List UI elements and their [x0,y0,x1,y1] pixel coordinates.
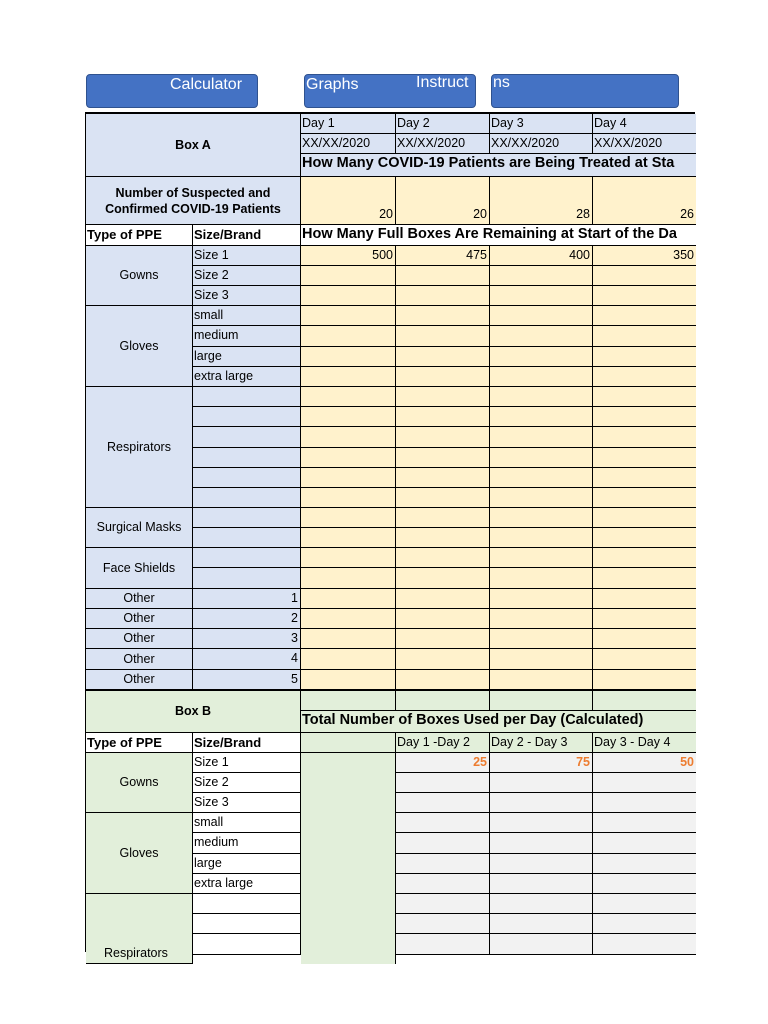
box-b-respirator-brand-2 [193,914,301,934]
box-a-entry-cell[interactable] [593,367,696,387]
box-a-entry-cell[interactable] [490,568,593,589]
box-b-day1-column [301,753,396,964]
box-b-calculated-cell [490,934,593,955]
other-label-2: Other [86,609,193,629]
box-b-blank-header [301,733,396,753]
instructions-button[interactable] [491,74,679,108]
box-a-entry-cell[interactable] [396,609,490,629]
box-b-respirators-label: Respirators [86,894,193,964]
size-brand-header: Size/Brand [193,225,301,246]
day-3-patients[interactable]: 28 [490,177,593,225]
day-1-label: Day 1 [301,114,396,134]
box-a-entry-cell[interactable] [490,609,593,629]
box-a-title: Box A [86,114,301,177]
box-b-calculated-cell [396,773,490,793]
box-a-entry-cell[interactable] [490,367,593,387]
box-a-entry-cell[interactable] [301,347,396,367]
day-2-date[interactable]: XX/XX/2020 [396,134,490,154]
box-a-entry-cell[interactable] [593,568,696,589]
glove-size-extra-large[interactable]: extra large [193,367,301,387]
graphs-button-label: Graphs [306,76,359,93]
boxes-remaining-header: How Many Full Boxes Are Remaining at Start of the Da [301,225,696,246]
day-3-label: Day 3 [490,114,593,134]
other-number-4[interactable]: 4 [193,649,301,670]
box-b-calculated-cell [490,773,593,793]
box-a-entry-cell[interactable] [593,528,696,548]
day-4-patients[interactable]: 26 [593,177,696,225]
box-b-calculated-cell [490,793,593,813]
box-b-respirator-brand-1 [193,894,301,914]
used-gown-size-1-day3-day4: 50 [593,753,696,773]
gown-size-1-day-3[interactable]: 400 [490,246,593,266]
box-a-entry-cell[interactable] [301,528,396,548]
box-a-entry-cell[interactable] [593,266,696,286]
box-a-entry-cell[interactable] [490,548,593,568]
surgical-mask-brand-2[interactable] [193,528,301,548]
box-a-entry-cell[interactable] [301,306,396,326]
face-shields-label: Face Shields [86,548,193,589]
box-a-entry-cell[interactable] [396,326,490,347]
other-label-4: Other [86,649,193,670]
box-a-entry-cell[interactable] [490,508,593,528]
glove-size-large[interactable]: large [193,347,301,367]
box-b-calculated-cell [396,813,490,833]
box-a-entry-cell[interactable] [593,468,696,488]
box-a-entry-cell[interactable] [593,629,696,649]
box-b-calculated-cell [396,914,490,934]
box-a-entry-cell[interactable] [593,488,696,508]
box-b-calculated-cell [593,934,696,955]
box-a-entry-cell[interactable] [490,306,593,326]
gown-size-2[interactable]: Size 2 [193,266,301,286]
box-b-calculated-cell [396,854,490,874]
box-b-calculated-cell [593,833,696,854]
day-2-patients[interactable]: 20 [396,177,490,225]
box-a-entry-cell[interactable] [593,448,696,468]
respirator-brand-6[interactable] [193,488,301,508]
box-b-calculated-cell [490,874,593,894]
glove-size-small[interactable]: small [193,306,301,326]
box-b-top-cell-3 [490,691,593,711]
box-a-entry-cell[interactable] [490,649,593,670]
surgical-mask-brand-1[interactable] [193,508,301,528]
other-number-5[interactable]: 5 [193,670,301,690]
box-a-entry-cell[interactable] [490,286,593,306]
other-number-3[interactable]: 3 [193,629,301,649]
box-b-calculated-cell [593,813,696,833]
surgical-masks-label: Surgical Masks [86,508,193,548]
box-b-gowns-label: Gowns [86,753,193,813]
box-a-entry-cell[interactable] [490,488,593,508]
box-b-calculated-cell [593,914,696,934]
box-a-entry-cell[interactable] [490,589,593,609]
box-b-calculated-cell [490,894,593,914]
used-gown-size-1-day2-day3: 75 [490,753,593,773]
other-number-2[interactable]: 2 [193,609,301,629]
box-a-entry-cell[interactable] [490,387,593,407]
box-a-entry-cell[interactable] [490,347,593,367]
box-b-type-header: Type of PPE [86,733,193,753]
gloves-label: Gloves [86,306,193,387]
box-b-calculated-cell [490,833,593,854]
box-a-entry-cell[interactable] [396,670,490,690]
box-a-entry-cell[interactable] [593,548,696,568]
respirators-label: Respirators [86,387,193,508]
box-a-entry-cell[interactable] [593,326,696,347]
box-a-entry-cell[interactable] [301,468,396,488]
box-a-entry-cell[interactable] [593,347,696,367]
box-a-entry-cell[interactable] [396,367,490,387]
box-a-entry-cell[interactable] [593,427,696,448]
box-b-respirator-brand-3 [193,934,301,955]
box-a-entry-cell[interactable] [301,266,396,286]
gown-size-3[interactable]: Size 3 [193,286,301,306]
graphs-button[interactable] [304,74,476,108]
box-a-entry-cell[interactable] [301,407,396,427]
box-a-entry-cell[interactable] [593,407,696,427]
box-b-glove-extra-large: extra large [193,874,301,894]
box-a-entry-cell[interactable] [301,629,396,649]
box-a-entry-cell[interactable] [593,670,696,690]
box-a-entry-cell[interactable] [301,649,396,670]
box-a-entry-cell[interactable] [490,427,593,448]
gown-size-1[interactable]: Size 1 [193,246,301,266]
box-b-glove-small: small [193,813,301,833]
box-a-entry-cell[interactable] [593,387,696,407]
box-a-entry-cell[interactable] [490,468,593,488]
face-shield-brand-1[interactable] [193,548,301,568]
other-number-1[interactable]: 1 [193,589,301,609]
box-a-entry-cell[interactable] [301,548,396,568]
box-a-entry-cell[interactable] [301,508,396,528]
range-day3-day4: Day 3 - Day 4 [593,733,696,753]
box-b-calculated-cell [396,793,490,813]
box-b-calculated-cell [593,874,696,894]
box-a-entry-cell[interactable] [301,387,396,407]
box-b-calculated-cell [490,813,593,833]
respirator-brand-5[interactable] [193,468,301,488]
box-a-entry-cell[interactable] [396,548,490,568]
box-a-entry-cell[interactable] [396,427,490,448]
box-b-gown-size-3: Size 3 [193,793,301,813]
range-day2-day3: Day 2 - Day 3 [490,733,593,753]
box-a-entry-cell[interactable] [490,670,593,690]
calculator-button[interactable] [86,74,258,108]
box-b-title: Box B [86,691,301,733]
other-label-5: Other [86,670,193,690]
box-a-entry-cell[interactable] [593,589,696,609]
day-3-date[interactable]: XX/XX/2020 [490,134,593,154]
box-b-calculated-cell [593,854,696,874]
box-a-entry-cell[interactable] [301,670,396,690]
box-a-entry-cell[interactable] [301,286,396,306]
spreadsheet-grid [85,112,695,960]
box-a-entry-cell[interactable] [396,306,490,326]
box-a-entry-cell[interactable] [396,649,490,670]
box-a-entry-cell[interactable] [490,407,593,427]
instructions-label-part2: ns [493,74,510,91]
box-b-calculated-cell [396,833,490,854]
type-of-ppe-header: Type of PPE [86,225,193,246]
box-b-gloves-label: Gloves [86,813,193,894]
box-a-entry-cell[interactable] [396,266,490,286]
box-b-calculated-cell [593,793,696,813]
box-a-entry-cell[interactable] [593,649,696,670]
box-b-calculated-cell [396,934,490,955]
box-a-entry-cell[interactable] [301,568,396,589]
box-a-entry-cell[interactable] [396,488,490,508]
box-a-entry-cell[interactable] [301,448,396,468]
box-a-entry-cell[interactable] [396,347,490,367]
box-a-entry-cell[interactable] [396,387,490,407]
day-4-date[interactable]: XX/XX/2020 [593,134,696,154]
gowns-label: Gowns [86,246,193,306]
box-b-top-cell-4 [593,691,696,711]
box-a-entry-cell[interactable] [301,367,396,387]
box-b-calculated-cell [490,854,593,874]
gown-size-1-day-4[interactable]: 350 [593,246,696,266]
box-b-calculated-cell [593,773,696,793]
respirator-brand-4[interactable] [193,448,301,468]
box-a-entry-cell[interactable] [490,629,593,649]
respirator-brand-3[interactable] [193,427,301,448]
day-4-label: Day 4 [593,114,696,134]
box-a-entry-cell[interactable] [396,629,490,649]
gown-size-1-day-1[interactable]: 500 [301,246,396,266]
box-a-entry-cell[interactable] [301,488,396,508]
respirator-brand-2[interactable] [193,407,301,427]
other-label-1: Other [86,589,193,609]
box-a-entry-cell[interactable] [593,286,696,306]
box-a-entry-cell[interactable] [396,568,490,589]
box-a-entry-cell[interactable] [490,528,593,548]
box-b-glove-large: large [193,854,301,874]
box-b-calculated-cell [396,874,490,894]
box-b-gown-size-2: Size 2 [193,773,301,793]
box-a-entry-cell[interactable] [490,326,593,347]
box-a-entry-cell[interactable] [396,508,490,528]
face-shield-brand-2[interactable] [193,568,301,589]
range-day1-day2: Day 1 -Day 2 [396,733,490,753]
box-a-entry-cell[interactable] [396,589,490,609]
box-b-size-header: Size/Brand [193,733,301,753]
box-a-entry-cell[interactable] [593,306,696,326]
box-a-entry-cell[interactable] [301,427,396,448]
day-1-patients[interactable]: 20 [301,177,396,225]
box-a-entry-cell[interactable] [396,286,490,306]
box-a-entry-cell[interactable] [396,407,490,427]
box-a-entry-cell[interactable] [301,589,396,609]
box-a-entry-cell[interactable] [301,609,396,629]
box-a-entry-cell[interactable] [490,448,593,468]
day-1-date[interactable]: XX/XX/2020 [301,134,396,154]
instructions-label-part1: Instruct [416,74,469,91]
box-a-entry-cell[interactable] [593,609,696,629]
patients-label: Number of Suspected and Confirmed COVID-19 Patients [86,177,301,225]
respirator-brand-1[interactable] [193,387,301,407]
ppe-calculator-sheet [85,112,695,960]
other-label-3: Other [86,629,193,649]
total-boxes-used-header: Total Number of Boxes Used per Day (Calculated) [301,711,696,733]
box-b-calculated-cell [396,894,490,914]
box-b-glove-medium: medium [193,833,301,854]
gown-size-1-day-2[interactable]: 475 [396,246,490,266]
box-a-entry-cell[interactable] [301,326,396,347]
used-gown-size-1-day1-day2: 25 [396,753,490,773]
box-b-calculated-cell [593,894,696,914]
box-a-entry-cell[interactable] [396,448,490,468]
day-2-label: Day 2 [396,114,490,134]
patients-question-header: How Many COVID-19 Patients are Being Treated at Sta [301,154,696,177]
box-b-calculated-cell [490,914,593,934]
calculator-button-label: Calculator [170,76,243,93]
box-a-entry-cell[interactable] [396,528,490,548]
box-a-entry-cell[interactable] [396,468,490,488]
box-a-entry-cell[interactable] [490,266,593,286]
box-b-top-cell-2 [396,691,490,711]
box-b-gown-size-1: Size 1 [193,753,301,773]
glove-size-medium[interactable]: medium [193,326,301,347]
box-a-entry-cell[interactable] [593,508,696,528]
box-b-top-cell-1 [301,691,396,711]
